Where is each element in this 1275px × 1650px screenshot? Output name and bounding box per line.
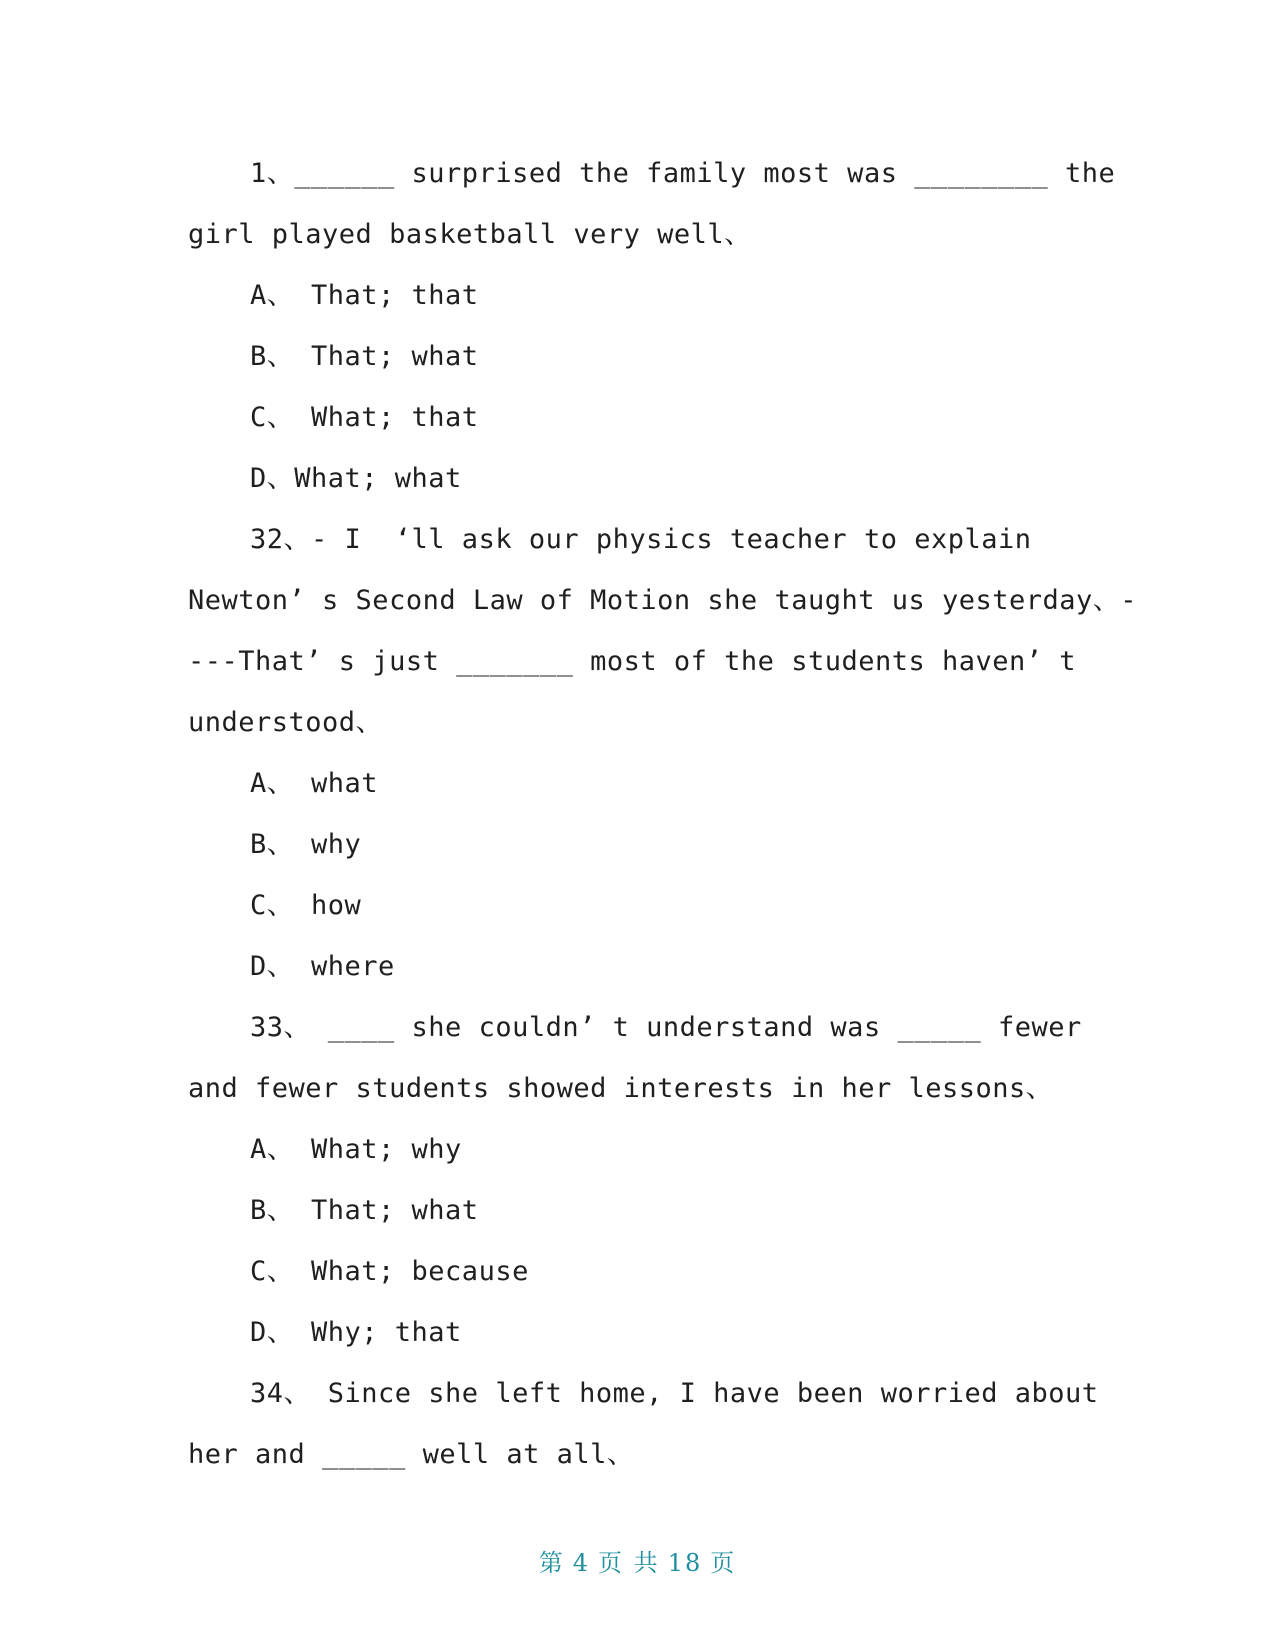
question-1-stem-line-2: girl played basketball very well、 bbox=[188, 219, 752, 250]
question-32-option-c: C、 how bbox=[250, 890, 362, 921]
question-33-option-b: B、 That; what bbox=[250, 1195, 479, 1226]
question-32-option-d: D、 where bbox=[250, 951, 395, 982]
question-33-stem-line-2: and fewer students showed interests in her lessons、 bbox=[188, 1073, 1054, 1104]
question-1-option-c: C、 What; that bbox=[250, 402, 479, 433]
question-32-option-b: B、 why bbox=[250, 829, 362, 860]
question-1-option-d: D、What; what bbox=[250, 463, 462, 494]
question-32-stem-line-1: 32、- I ‘ll ask our physics teacher to explain bbox=[250, 524, 1032, 555]
footer-page-number: 4 bbox=[572, 1549, 591, 1577]
footer-mid: 页 共 bbox=[598, 1549, 660, 1577]
question-1-option-b: B、 That; what bbox=[250, 341, 479, 372]
question-1-option-a: A、 That; that bbox=[250, 280, 479, 311]
question-32-stem-line-3: ---That’ s just _______ most of the students haven’ t bbox=[188, 646, 1077, 677]
question-33-option-c: C、 What; because bbox=[250, 1256, 529, 1287]
question-32-stem-line-4: understood、 bbox=[188, 707, 384, 738]
question-33-stem-line-1: 33、 ____ she couldn’ t understand was _____ fewer bbox=[250, 1012, 1082, 1043]
question-1-stem-line-1: 1、______ surprised the family most was ________ the bbox=[250, 158, 1116, 189]
document-content bbox=[188, 143, 1138, 1485]
question-34-stem-line-2: her and _____ well at all、 bbox=[188, 1439, 635, 1470]
question-32-option-a: A、 what bbox=[250, 768, 379, 799]
footer-prefix: 第 bbox=[538, 1549, 565, 1577]
page-footer bbox=[0, 1543, 1275, 1578]
question-33-option-a: A、 What; why bbox=[250, 1134, 462, 1165]
footer-page-total: 18 bbox=[667, 1549, 703, 1577]
question-33-option-d: D、 Why; that bbox=[250, 1317, 462, 1348]
question-32-stem-line-2: Newton’ s Second Law of Motion she taught us yesterday、- bbox=[188, 585, 1138, 616]
question-34-stem-line-1: 34、 Since she left home, I have been worried about bbox=[250, 1378, 1099, 1409]
footer-suffix: 页 bbox=[710, 1549, 737, 1577]
